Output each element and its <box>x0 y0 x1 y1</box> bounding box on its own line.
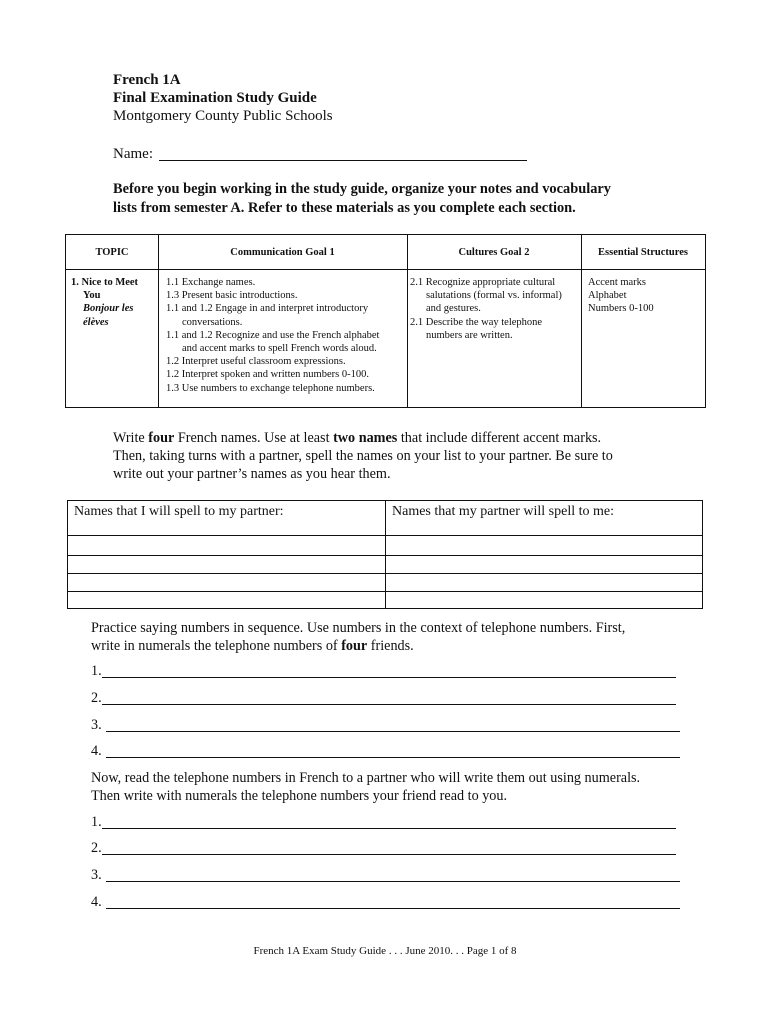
goal-item: conversations. <box>182 316 243 328</box>
goal-item: 2.1 Recognize appropriate cultural <box>410 277 556 288</box>
intro-line-2: lists from semester A. Refer to these materials as you complete each section. <box>113 200 576 216</box>
topic-french-title: Bonjour les <box>83 303 134 315</box>
document-title: Final Examination Study Guide <box>113 90 317 106</box>
name-label: Name: <box>113 146 153 162</box>
phone-number-label: 4. <box>91 743 102 759</box>
table-divider <box>407 235 408 407</box>
partner-number-answer-line[interactable] <box>102 854 676 855</box>
intro-line-1: Before you begin working in the study guide, organize your notes and vocabulary <box>113 181 611 197</box>
phone-number-label: 1. <box>91 663 102 679</box>
col-header-structures: Essential Structures <box>598 247 688 258</box>
goal-item: 2.1 Describe the way telephone <box>410 316 543 328</box>
partner-instruction-line-2: Then write with numerals the telephone numbers your friend read to you. <box>91 788 508 804</box>
goal-item: and gestures. <box>426 303 481 315</box>
col-header-topic: TOPIC <box>95 247 129 258</box>
table-row-divider <box>68 555 702 556</box>
names-instruction-line-3: write out your partner’s names as you hear them. <box>113 466 391 482</box>
numbers-instructions <box>91 619 691 655</box>
goal-item: numbers are written. <box>426 329 513 341</box>
goal-item: 1.2 Interpret useful classroom expressions. <box>166 356 346 368</box>
table-divider <box>581 235 582 407</box>
phone-number-label: 3. <box>91 717 102 733</box>
table-row-divider <box>68 573 702 574</box>
district-name: Montgomery County Public Schools <box>113 108 333 124</box>
name-field-line[interactable] <box>159 160 527 161</box>
partner-number-answer-line[interactable] <box>102 828 676 829</box>
partner-number-answer-line[interactable] <box>106 881 680 882</box>
col-header-communication: Communication Goal 1 <box>230 247 335 258</box>
goal-item: 1.1 Exchange names. <box>166 277 256 288</box>
topic-goals-table <box>65 234 706 408</box>
goal-item: and accent marks to spell French words aloud. <box>182 343 377 355</box>
partner-instructions <box>91 769 691 805</box>
partner-number-label: 3. <box>91 867 102 883</box>
communication-goals-cell <box>166 276 379 395</box>
goal-item: 1.1 and 1.2 Recognize and use the French alphabet <box>166 329 380 341</box>
intro-instructions <box>113 180 673 218</box>
phone-number-label: 2. <box>91 690 102 706</box>
table-divider <box>158 235 159 407</box>
structure-item: Accent marks <box>588 277 647 288</box>
goal-item: 1.3 Use numbers to exchange telephone numbers. <box>166 382 375 394</box>
topic-french-title-cont: élèves <box>83 316 109 328</box>
phone-number-answer-line[interactable] <box>102 677 676 678</box>
table-header-divider <box>66 269 705 270</box>
partner-number-label: 2. <box>91 840 102 856</box>
goal-item: 1.2 Interpret spoken and written numbers 0-100. <box>166 369 369 381</box>
phone-number-answer-line[interactable] <box>106 731 680 732</box>
partner-number-answer-line[interactable] <box>106 908 680 909</box>
goal-item: 1.1 and 1.2 Engage in and interpret introductory <box>166 303 369 315</box>
partner-number-label: 1. <box>91 814 102 830</box>
topic-cell <box>71 276 138 329</box>
goal-item: 1.3 Present basic introductions. <box>166 290 298 302</box>
names-table <box>67 500 703 609</box>
table-row-divider <box>68 591 702 592</box>
topic-title-cont: You <box>83 290 101 302</box>
page-footer: French 1A Exam Study Guide . . . June 2010. . . Page 1 of 8 <box>253 945 517 957</box>
cultures-goals-cell <box>410 276 562 342</box>
numbers-instruction-line-2: write in numerals the telephone numbers of four friends. <box>91 638 414 654</box>
partner-number-label: 4. <box>91 894 102 910</box>
topic-title: 1. Nice to Meet <box>71 277 139 288</box>
names-col-header-partner: Names that my partner will spell to me: <box>392 504 615 519</box>
numbers-instruction-line-1: Practice saying numbers in sequence. Use numbers in the context of telephone numbers. First, <box>91 620 626 636</box>
course-title: French 1A <box>113 72 181 88</box>
table-row-divider <box>68 535 702 536</box>
names-instruction-line-1: Write four French names. Use at least two names that include different accent marks. <box>113 430 602 446</box>
phone-number-answer-line[interactable] <box>102 704 676 705</box>
goal-item: salutations (formal vs. informal) <box>426 290 562 302</box>
names-instructions <box>113 429 673 483</box>
phone-number-answer-line[interactable] <box>106 757 680 758</box>
essential-structures-cell <box>588 276 654 316</box>
names-instruction-line-2: Then, taking turns with a partner, spell the names on your list to your partner. Be sure to <box>113 448 613 464</box>
col-header-cultures: Cultures Goal 2 <box>458 247 530 258</box>
partner-instruction-line-1: Now, read the telephone numbers in French to a partner who will write them out using numerals. <box>91 770 641 786</box>
structure-item: Numbers 0-100 <box>588 303 654 315</box>
names-col-header-mine: Names that I will spell to my partner: <box>74 504 284 519</box>
structure-item: Alphabet <box>588 290 627 302</box>
